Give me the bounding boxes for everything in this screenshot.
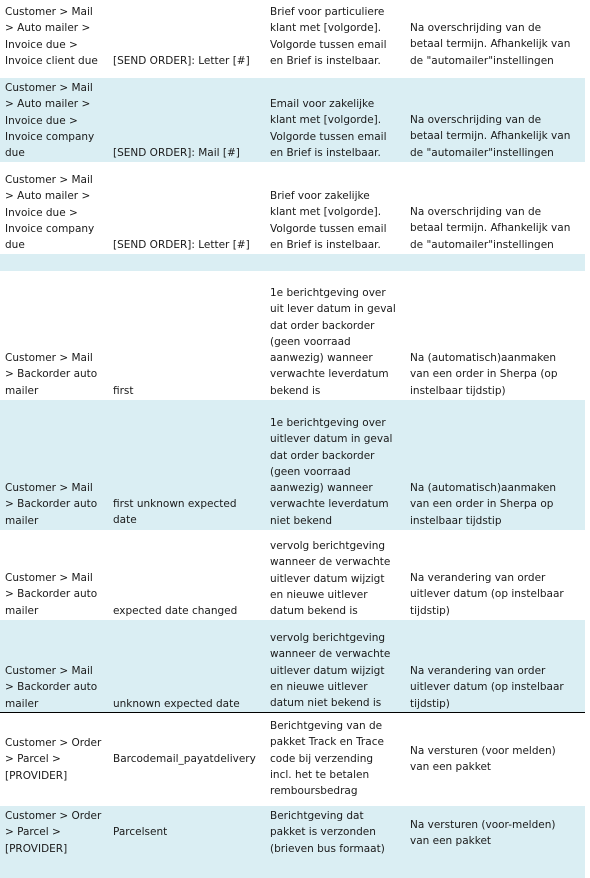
table-row [0,806,585,860]
table-row [0,78,585,162]
cell-path: Customer > Mail > Auto mailer > Invoice due > Invoice company due [5,174,95,252]
cell-path: Customer > Order > Parcel > [PROVIDER] [5,810,102,855]
cell-trigger: Na versturen (voor melden) van een pakket [410,745,556,774]
cell-trigger: Na (automatisch)aanmaken van een order in Sherpa (op instelbaar tijdstip) [410,352,558,397]
table-row [0,0,585,70]
cell-description: Brief voor zakelijke klant met [volgorde]. Volgorde tussen email en Brief is instelbaar. [270,190,387,251]
cell-trigger: Na verandering van order uitlever datum (op instelbaar tijdstip) [410,665,564,710]
cell-event: unknown expected date [113,698,240,710]
table-row [0,400,585,530]
cell-event: [SEND ORDER]: Letter [#] [113,55,250,67]
cell-event: expected date changed [113,605,238,617]
cell-description: Brief voor particuliere klant met [volgorde]. Volgorde tussen email en Brief is instelbaar. [270,6,387,67]
cell-description: Berichtgeving van de pakket Track en Trace code bij verzending incl. het te betalen remboursbedrag [270,720,384,798]
table-row [0,170,585,254]
cell-path: Customer > Mail > Auto mailer > Invoice due > Invoice company due [5,82,95,160]
table-row [0,713,585,806]
cell-path: Customer > Mail > Auto mailer > Invoice due > Invoice client due [5,6,98,67]
cell-path: Customer > Order > Parcel > [PROVIDER] [5,737,102,782]
cell-trigger: Na overschrijding van de betaal termijn. Afhankelijk van de "automailer"instellingen [410,206,571,251]
cell-description: Email voor zakelijke klant met [volgorde]. Volgorde tussen email en Brief is instelbaar. [270,98,387,159]
cell-description: 1e berichtgeving over uit lever datum in geval dat order backorder (geen voorraad aanwezig) wanneer verwachte leverdatum bekend is [270,287,396,397]
table-row [0,530,585,620]
cell-description: Berichtgeving dat pakket is verzonden (brieven bus formaat) [270,810,385,855]
cell-path: Customer > Mail > Backorder auto mailer [5,665,98,710]
table-row [0,620,585,712]
cell-trigger: Na overschrijding van de betaal termijn. Afhankelijk van de "automailer"instellingen [410,114,571,159]
cell-trigger: Na verandering van order uitlever datum (op instelbaar tijdstip) [410,572,564,617]
cell-path: Customer > Mail > Backorder auto mailer [5,352,98,397]
cell-description: vervolg berichtgeving wanneer de verwachte uitlever datum wijzigt en nieuwe uitlever datum bekend is [270,540,391,618]
cell-event: first [113,385,134,397]
cell-event: Barcodemail_payatdelivery [113,753,256,765]
cell-trigger: Na (automatisch)aanmaken van een order in Sherpa op instelbaar tijdstip [410,482,557,527]
table-row-empty [0,860,585,878]
table-row-empty [0,254,585,271]
cell-description: vervolg berichtgeving wanneer de verwachte uitlever datum wijzigt en nieuwe uitlever datum niet bekend is [270,632,391,710]
cell-trigger: Na versturen (voor-melden) van een pakket [410,819,556,848]
cell-description: 1e berichtgeving over uitlever datum in geval dat order backorder (geen voorraad aanwezig) wanneer verwachte leverdatum niet bekend [270,417,393,527]
cell-event: Parcelsent [113,826,168,838]
cell-event: [SEND ORDER]: Letter [#] [113,239,250,251]
cell-path: Customer > Mail > Backorder auto mailer [5,572,98,617]
cell-path: Customer > Mail > Backorder auto mailer [5,482,98,527]
table-row [0,284,585,400]
cell-event: [SEND ORDER]: Mail [#] [113,147,240,159]
cell-event: first unknown expected date [113,498,237,527]
cell-trigger: Na overschrijding van de betaal termijn. Afhankelijk van de "automailer"instellingen [410,22,571,67]
